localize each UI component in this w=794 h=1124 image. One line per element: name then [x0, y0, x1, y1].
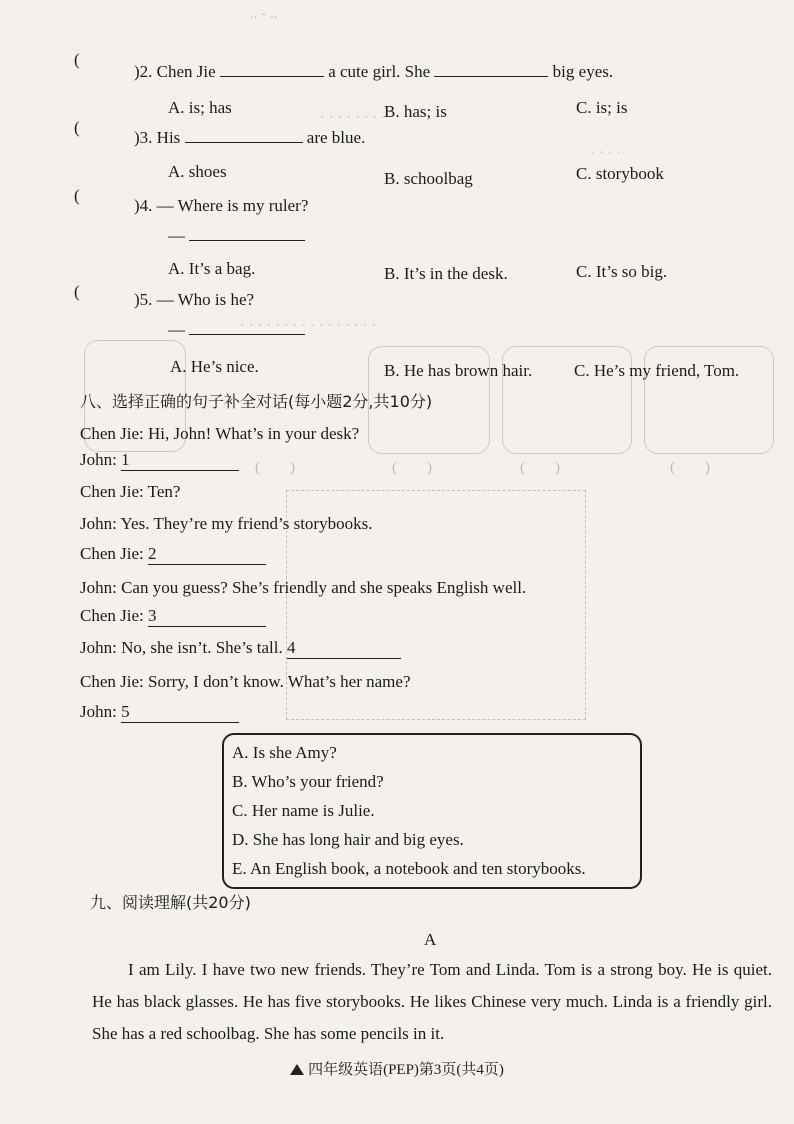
- section-9-heading: 九、阅读理解(共20分): [90, 893, 251, 912]
- dialogue-line-1: Chen Jie: Hi, John! What’s in your desk?: [80, 424, 360, 443]
- answer-blank[interactable]: [185, 142, 303, 143]
- q3-option-b[interactable]: B. schoolbag: [384, 169, 473, 188]
- answer-paren: (: [74, 282, 80, 301]
- q2-option-c[interactable]: C. is; is: [576, 98, 628, 117]
- section-8-heading: 八、选择正确的句子补全对话(每小题2分,共10分): [80, 392, 433, 411]
- q5-answer-line: —: [168, 320, 305, 340]
- ghost-text: · · · ·: [590, 145, 622, 161]
- dialogue-line-8: John: No, she isn’t. She’s tall. 4: [80, 638, 401, 659]
- dialogue-blank-2[interactable]: 2: [148, 544, 266, 565]
- q3-option-a[interactable]: A. shoes: [168, 162, 227, 181]
- ghost-paren: ( ): [520, 460, 560, 476]
- option-b[interactable]: B. Who’s your friend?: [232, 772, 384, 791]
- answer-blank[interactable]: [434, 76, 548, 77]
- q4-option-c[interactable]: C. It’s so big.: [576, 262, 668, 281]
- q4-option-b[interactable]: B. It’s in the desk.: [384, 264, 508, 283]
- question-5: )5. — Who is he?: [134, 290, 255, 309]
- q2-option-b[interactable]: B. has; is: [384, 102, 447, 121]
- ghost-text: · · · · · · · ·: [320, 110, 387, 126]
- answer-paren: (: [74, 118, 80, 137]
- question-4: )4. — Where is my ruler?: [134, 196, 309, 215]
- ghost-paren: ( ): [392, 460, 432, 476]
- ghost-paren: ( ): [670, 460, 710, 476]
- dialogue-line-6: John: Can you guess? She’s friendly and she speaks English well.: [80, 578, 527, 597]
- ghost-text: · · · · · · · · · · · · · · · ·: [240, 318, 377, 334]
- options-box: [222, 733, 642, 889]
- dialogue-line-9: Chen Jie: Sorry, I don’t know. What’s her name?: [80, 672, 411, 691]
- option-a[interactable]: A. Is she Amy?: [232, 743, 337, 762]
- answer-blank[interactable]: [189, 334, 305, 335]
- option-e[interactable]: E. An English book, a notebook and ten storybooks.: [232, 859, 586, 878]
- triangle-logo-icon: [290, 1064, 304, 1075]
- q5-option-a[interactable]: A. He’s nice.: [170, 357, 259, 376]
- dialogue-line-5: Chen Jie: 2: [80, 544, 266, 565]
- question-2: )2. Chen Jie a cute girl. She big eyes.: [134, 62, 614, 81]
- answer-paren: (: [74, 186, 80, 205]
- dialogue-line-3: Chen Jie: Ten?: [80, 482, 181, 501]
- q5-option-b[interactable]: B. He has brown hair.: [384, 361, 533, 380]
- question-3: )3. His are blue.: [134, 128, 366, 147]
- ghost-text: .. - ..: [250, 6, 278, 22]
- dialogue-line-7: Chen Jie: 3: [80, 606, 266, 627]
- dialogue-blank-4[interactable]: 4: [287, 638, 401, 659]
- q4-option-a[interactable]: A. It’s a bag.: [168, 259, 256, 278]
- ghost-paren: ( ): [255, 460, 295, 476]
- dialogue-blank-3[interactable]: 3: [148, 606, 266, 627]
- dialogue-line-10: John: 5: [80, 702, 239, 723]
- dialogue-blank-5[interactable]: 5: [121, 702, 239, 723]
- dialogue-line-2: John: 1: [80, 450, 239, 471]
- passage-label: A: [424, 930, 437, 949]
- dialogue-line-4: John: Yes. They’re my friend’s storybooks.: [80, 514, 373, 533]
- passage-text: I am Lily. I have two new friends. They’re Tom and Linda. Tom is a strong boy. He is quiet. He has black glasses. He has five storybooks. He likes Chinese very much. Linda is a friendly girl. She has a red schoolbag. She has some pencils in it.: [92, 960, 772, 1043]
- q5-option-c[interactable]: C. He’s my friend, Tom.: [574, 361, 740, 380]
- dialogue-blank-1[interactable]: 1: [121, 450, 239, 471]
- option-d[interactable]: D. She has long hair and big eyes.: [232, 830, 464, 849]
- q2-option-a[interactable]: A. is; has: [168, 98, 232, 117]
- option-c[interactable]: C. Her name is Julie.: [232, 801, 375, 820]
- q3-option-c[interactable]: C. storybook: [576, 164, 664, 183]
- answer-blank[interactable]: [220, 76, 324, 77]
- answer-blank[interactable]: [189, 240, 305, 241]
- answer-paren: (: [74, 50, 80, 69]
- page-footer: 四年级英语(PEP)第3页(共4页): [0, 1058, 794, 1079]
- q4-answer-line: —: [168, 226, 305, 246]
